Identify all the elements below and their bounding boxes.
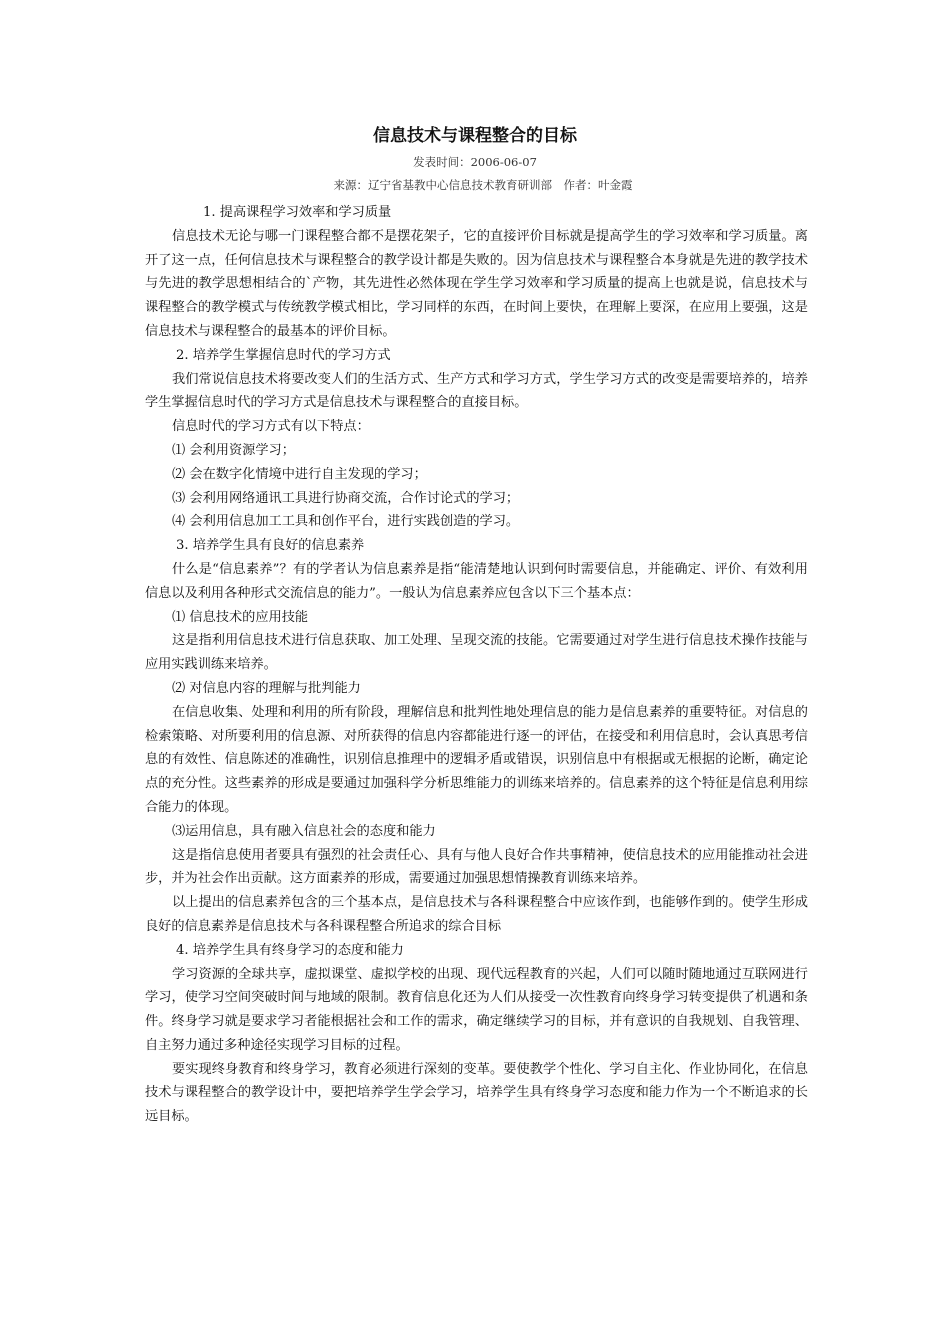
section-heading: 2. 培养学生掌握信息时代的学习方式	[176, 347, 391, 363]
section-heading: 3. 培养学生具有良好的信息素养	[176, 538, 365, 554]
paragraph: 什么是“信息素养”？有的学者认为信息素养是指“能清楚地认识到何时需要信息，并能确定、评价、有效利用信息以及利用各种形式交流信息的能力”。一般认为信息素养应包含以下三个基本点：	[145, 561, 808, 601]
list-item: ⑵ 对信息内容的理解与批判能力	[172, 680, 361, 696]
paragraph: 以上提出的信息素养包含的三个基本点，是信息技术与各科课程整合中应该作到，也能够作到的。使学生形成良好的信息素养是信息技术与各科课程整合所追求的综合目标	[145, 895, 808, 934]
list-item: ⑶运用信息，具有融入信息社会的态度和能力	[172, 823, 436, 839]
paragraph: 信息技术无论与哪一门课程整合都不是摆花架子，它的直接评价目标就是提高学生的学习效率和学习质量。离开了这一点，任何信息技术与课程整合的教学设计都是失败的。因为信息技术与课程整合本身就是先进的教学技术与先进的教学思想相结合的`产物，其先进性必然体现在学生学习效率和学习质量的提高上也就是说，信息技术与课程整合的教学模式与传统教学模式相比，学习同样的东西，在时间上要快，在理解上要深，在应用上要强，这是信息技术与课程整合的最基本的评价目标。	[145, 228, 808, 339]
list-item: ⑶ 会利用网络通讯工具进行协商交流，合作讨论式的学习；	[172, 490, 520, 506]
publish-date: 发表时间：2006-06-07	[413, 155, 537, 169]
section-heading: 4. 培养学生具有终身学习的态度和能力	[176, 942, 404, 958]
source-author: 来源：辽宁省基教中心信息技术教育研训部 作者：叶金霞	[333, 178, 633, 192]
paragraph: 我们常说信息技术将要改变人们的生活方式、生产方式和学习方式，学生学习方式的改变是需要培养的，培养学生掌握信息时代的学习方式是信息技术与课程整合的直接目标。	[145, 371, 808, 411]
section-heading: 1. 提高课程学习效率和学习质量	[203, 205, 392, 220]
list-item: ⑷ 会利用信息加工工具和创作平台，进行实践创造的学习。	[172, 514, 520, 530]
list-item: ⑴ 会利用资源学习；	[172, 442, 295, 458]
paragraph: 在信息收集、处理和利用的所有阶段，理解信息和批判性地处理信息的能力是信息素养的重要特征。对信息的检索策略、对所要利用的信息源、对所获得的信息内容都能进行逐一的评估，在接受和利用信息时，会认真思考信息的有效性、信息陈述的准确性，识别信息推理中的逻辑矛盾或错误，识别信息中有根据或无根据的论断，确定论点的充分性。这些素养的形成是要通过加强科学分析思维能力的训练来培养的。信息素养的这个特征是信息利用综合能力的体现。	[145, 704, 808, 815]
paragraph: 要实现终身教育和终身学习，教育必须进行深刻的变革。要使教学个性化、学习自主化、作业协同化，在信息技术与课程整合的教学设计中，要把培养学生学会学习，培养学生具有终身学习态度和能力作为一个不断追求的长远目标。	[145, 1061, 808, 1125]
list-item: ⑵ 会在数字化情境中进行自主发现的学习；	[172, 466, 427, 482]
document-title: 信息技术与课程整合的目标	[373, 126, 577, 146]
paragraph: 信息时代的学习方式有以下特点：	[172, 419, 370, 435]
document-body	[145, 201, 808, 1129]
list-item: ⑴ 信息技术的应用技能	[172, 609, 309, 625]
paragraph: 学习资源的全球共享，虚拟课堂、虚拟学校的出现、现代远程教育的兴起，人们可以随时随地通过互联网进行学习，使学习空间突破时间与地域的限制。教育信息化还为人们从接受一次性教育向终身学习转变提供了机遇和条件。终身学习就是要求学习者能根据社会和工作的需求，确定继续学习的目标，并有意识的自我规划、自我管理、自主努力通过多种途径实现学习目标的过程。	[145, 966, 808, 1053]
paragraph: 这是指利用信息技术进行信息获取、加工处理、呈现交流的技能。它需要通过对学生进行信息技术操作技能与应用实践训练来培养。	[145, 633, 808, 673]
paragraph: 这是指信息使用者要具有强烈的社会责任心、具有与他人良好合作共事精神，使信息技术的应用能推动社会进步，并为社会作出贡献。这方面素养的形成，需要通过加强思想情操教育训练来培养。	[145, 847, 808, 887]
